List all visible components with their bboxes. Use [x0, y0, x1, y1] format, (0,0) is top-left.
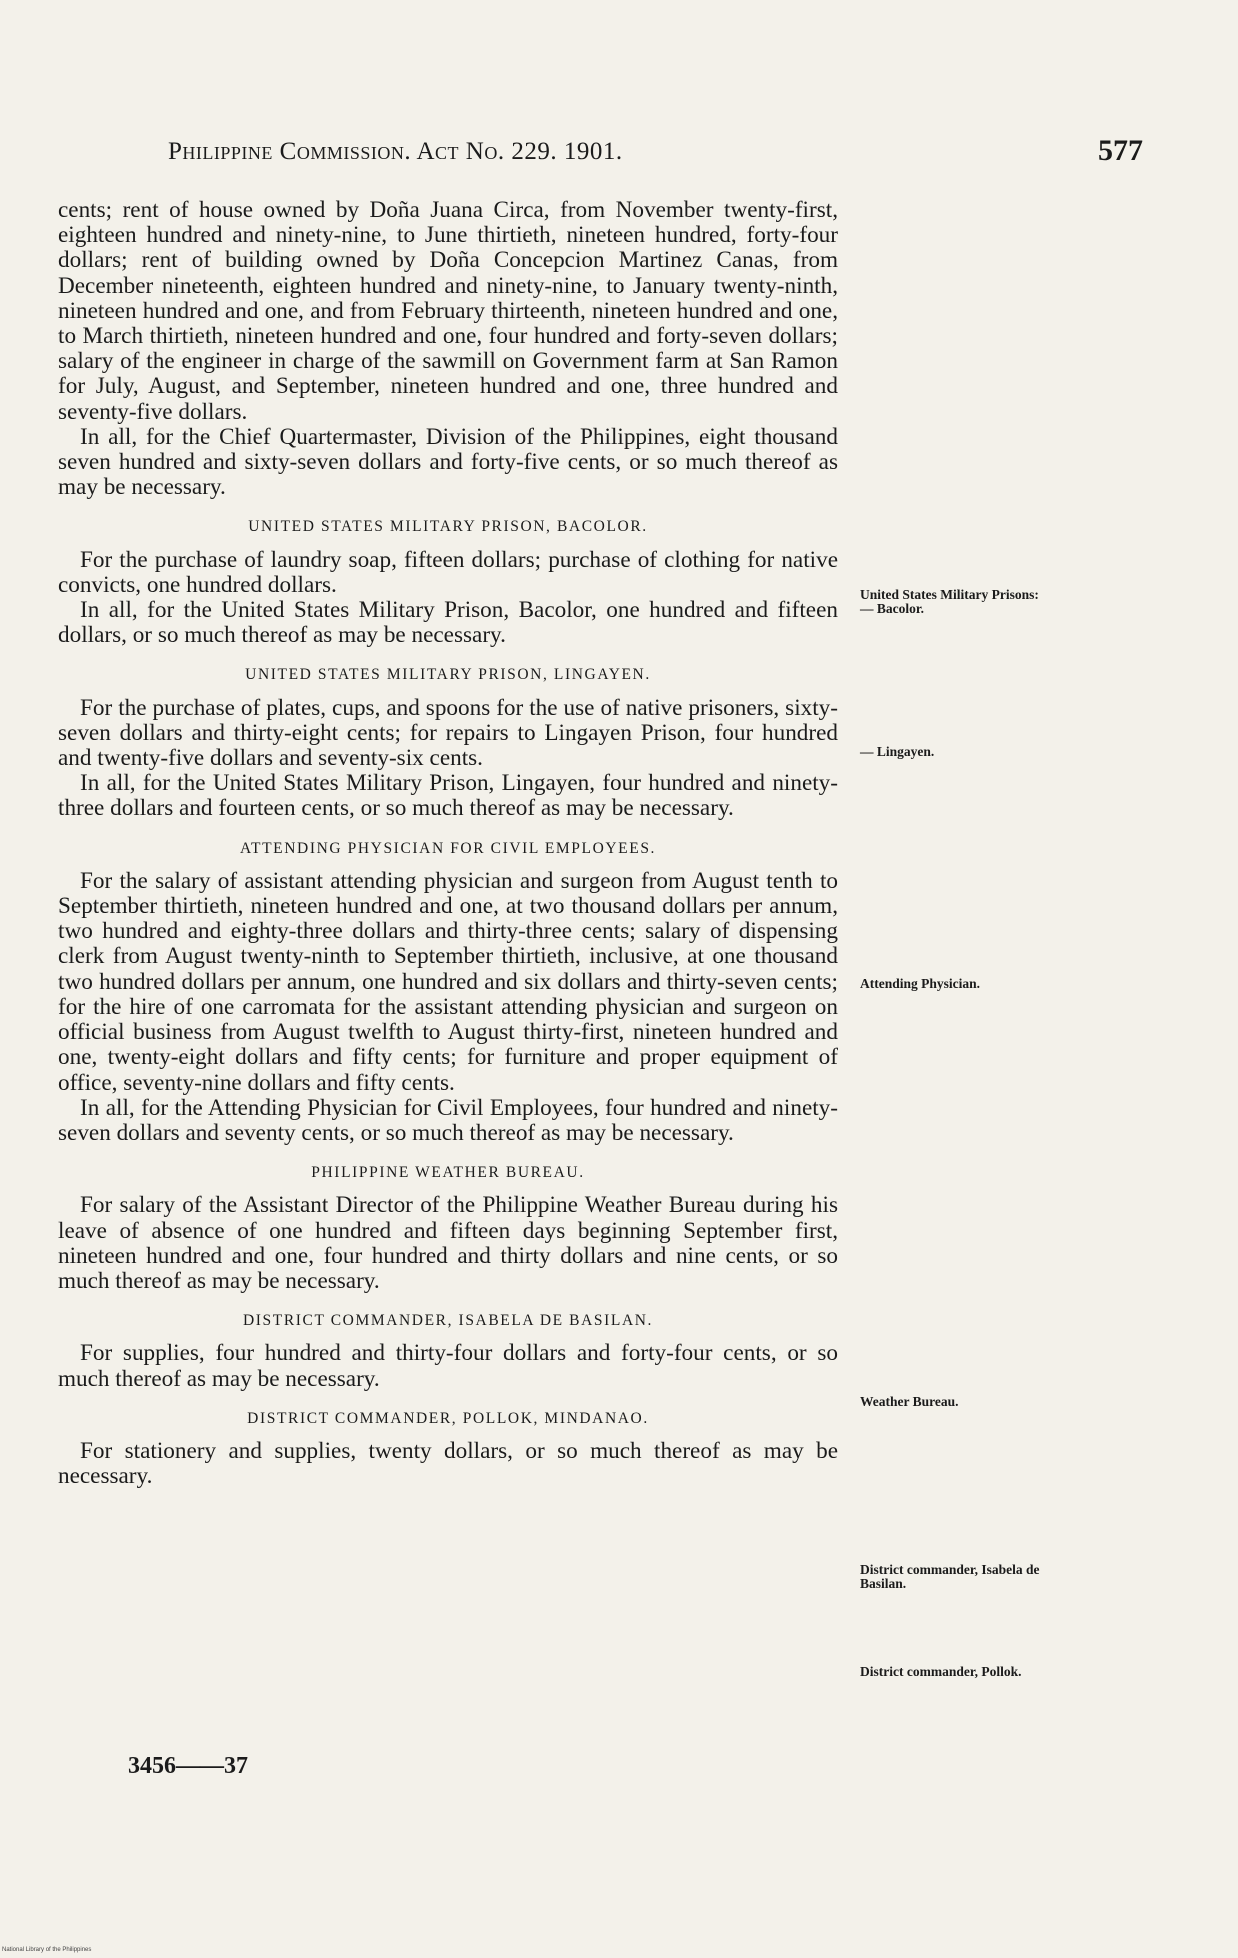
paragraph: In all, for the Attending Physician for Civil Employees, four hundred and ninety-seven dollars and seventy cents, or so much thereof as may be necessary.	[58, 1094, 838, 1146]
paragraph: In all, for the United States Military Prison, Lingayen, four hundred and ninety-three dollars and fourteen cents, or so much thereof as may be necessary.	[58, 770, 838, 822]
margin-note	[860, 588, 1050, 616]
paragraph: cents; rent of house owned by Doña Juana Circa, from November twenty-first, eighteen hundred and ninety-nine, to June thirtieth, nineteen hundred, forty-four dollars; rent of building owned by Doña Concepcion Martinez Canas, from December nineteenth, eighteen hundred and ninety-nine, to January twenty-ninth, nineteen hundred and one, and from February thirteenth, nineteen hundred and one, to March thirtieth, nineteen hundred and one, four hundred and forty-seven dollars; salary of the engineer in charge of the sawmill on Government farm at San Ramon for July, August, and September, nineteen hundred and one, three hundred and seventy-five dollars.	[58, 197, 838, 425]
paragraph: For the purchase of laundry soap, fifteen dollars; purchase of clothing for native convicts, one hundred dollars.	[58, 546, 838, 598]
paragraph: For stationery and supplies, twenty dollars, or so much thereof as may be necessary.	[58, 1437, 838, 1490]
section-heading: DISTRICT COMMANDER, POLLOK, MINDANAO.	[247, 1409, 649, 1427]
section-heading: ATTENDING PHYSICIAN FOR CIVIL EMPLOYEES.	[239, 839, 657, 857]
running-head: Philippine Commission. Act No. 229. 1901.	[168, 138, 623, 165]
margin-note: District commander, Isabela de Basilan.	[860, 1562, 1040, 1591]
margin-note: District commander, Pollok.	[860, 1664, 1022, 1679]
margin-note: Attending Physician.	[860, 976, 981, 991]
page-number: 577	[1098, 134, 1143, 167]
paragraph: In all, for the Chief Quartermaster, Division of the Philippines, eight thousand seven hundred and sixty-seven dollars and forty-five cents, or so much thereof as may be necessary.	[58, 423, 838, 501]
library-footer: National Library of the Philippines	[2, 1947, 92, 1953]
paragraph: In all, for the United States Military Prison, Bacolor, one hundred and fifteen dollars, or so much thereof as may be necessary.	[58, 597, 838, 649]
paragraph: For the purchase of plates, cups, and spoons for the use of native prisoners, sixty-seven dollars and thirty-eight cents; for repairs to Lingayen Prison, four hundred and twenty-five dollars and seventy-six cents.	[58, 694, 838, 772]
signature-mark: 3456——37	[128, 1753, 248, 1779]
paragraph: For supplies, four hundred and thirty-four dollars and forty-four cents, or so much thereof as may be necessary.	[58, 1340, 838, 1392]
section-heading: PHILIPPINE WEATHER BUREAU.	[311, 1164, 585, 1182]
section-heading: DISTRICT COMMANDER, ISABELA DE BASILAN.	[242, 1312, 654, 1330]
margin-note: — Lingayen.	[860, 744, 935, 759]
margin-note: Weather Bureau.	[860, 1394, 959, 1409]
margin-note-line: — Bacolor.	[860, 601, 924, 616]
margin-note-line: United States Military Prisons:	[860, 587, 1039, 602]
paragraph: For salary of the Assistant Director of the Philippine Weather Bureau during his leave of absence of one hundred and fifteen days beginning September first, nineteen hundred and one, four hundred and thirty dollars and nine cents, or so much thereof as may be necessary.	[58, 1192, 838, 1294]
paragraph: For the salary of assistant attending physician and surgeon from August tenth to September thirtieth, nineteen hundred and one, at two thousand dollars per annum, two hundred and eighty-three dollars and thirty-three cents; salary of dispensing clerk from August twenty-ninth to September thirtieth, inclusive, at one thousand two hundred dollars per annum, one hundred and six dollars and thirty-seven cents; for the hire of one carromata for the assistant attending physician and surgeon on official business from August twelfth to August thirty-first, nineteen hundred and one, twenty-eight dollars and fifty cents; for furniture and proper equipment of office, seventy-nine dollars and fifty cents.	[58, 867, 838, 1096]
section-heading: UNITED STATES MILITARY PRISON, LINGAYEN.	[245, 666, 651, 684]
body-text	[58, 198, 838, 1489]
section-heading: UNITED STATES MILITARY PRISON, BACOLOR.	[248, 518, 648, 536]
